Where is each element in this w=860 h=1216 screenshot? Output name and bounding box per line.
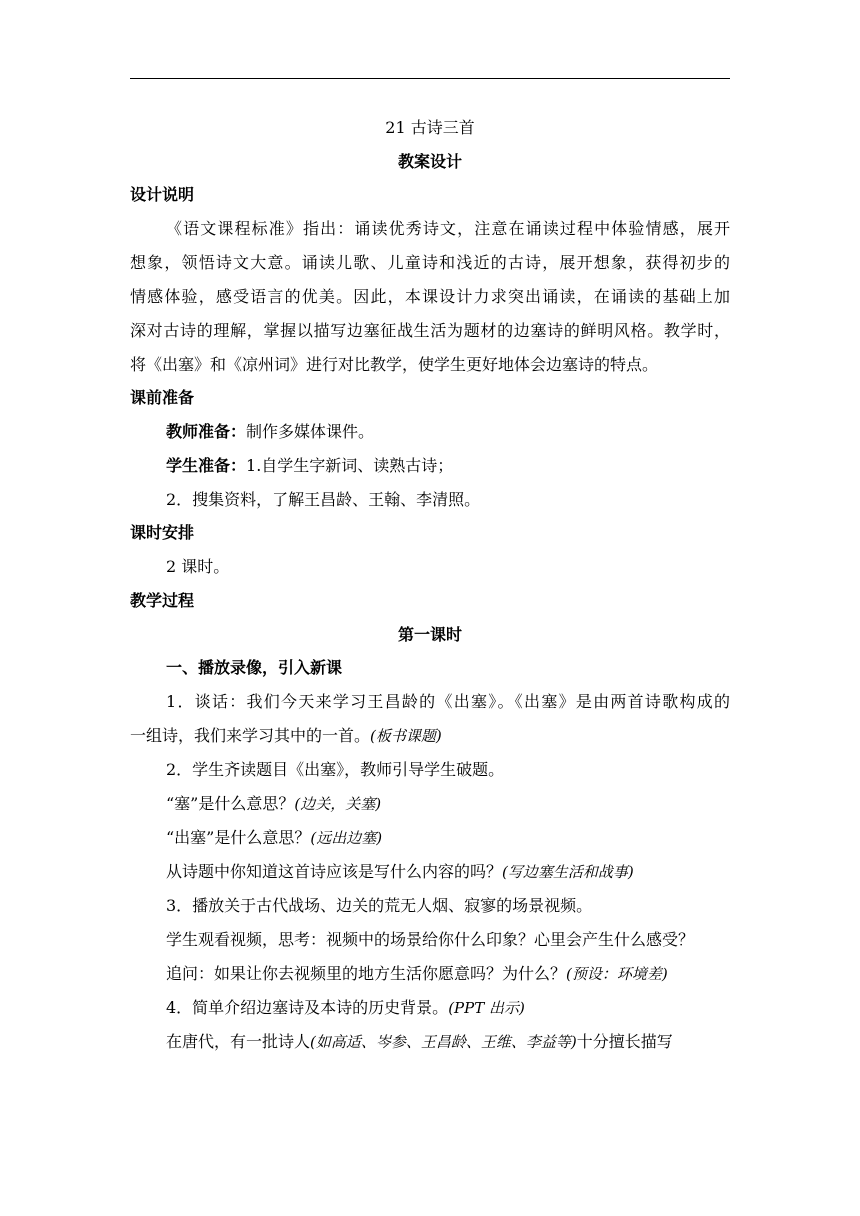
paragraph-line [166, 861, 634, 883]
line-text: 十分擅长描写 [576, 1032, 673, 1051]
paragraph-line [166, 827, 382, 849]
student-prep [166, 455, 453, 477]
section-heading-schedule: 课时安排 [130, 523, 195, 542]
paragraph-line [166, 963, 668, 985]
line-text: 从诗题中你知道这首诗应该是写什么内容的吗？ [166, 862, 503, 881]
line-text: 在唐代，有一批诗人 [166, 1032, 311, 1051]
section-heading-prep: 课前准备 [130, 388, 195, 407]
line-note: (写边塞生活和战事) [502, 863, 634, 881]
line-note: (边关，关塞) [294, 795, 382, 813]
part-heading: 一、播放录像，引入新课 [166, 658, 343, 677]
paragraph-line: 深对古诗的理解，掌握以描写边塞征战生活为题材的边塞诗的鲜明风格。教学时， [130, 321, 730, 340]
line-text: 一组诗，我们来学习其中的一首。 [130, 726, 371, 745]
paragraph-line [166, 997, 525, 1019]
student-prep-label: 学生准备： [166, 456, 247, 475]
paragraph-line: 情感体验，感受语言的优美。因此，本课设计力求突出诵读，在诵读的基础上加 [130, 287, 730, 306]
paragraph-line [166, 793, 381, 815]
teacher-prep-label: 教师准备： [166, 422, 247, 441]
line-text: “出塞”是什么意思？ [166, 828, 311, 847]
paragraph-line: 将《出塞》和《凉州词》进行对比教学，使学生更好地体会边塞诗的特点。 [130, 355, 659, 374]
line-text: 4．简单介绍边塞诗及本诗的历史背景。 [166, 998, 449, 1017]
line-note: (板书课题) [370, 727, 442, 745]
paragraph-line: 2．学生齐读题目《出塞》，教师引导学生破题。 [166, 760, 505, 779]
paragraph-line: 学生观看视频，思考：视频中的场景给你什么印象？心里会产生什么感受？ [166, 930, 695, 949]
document-subtitle: 教案设计 [397, 152, 462, 171]
section-heading-process: 教学过程 [130, 591, 195, 610]
paragraph-line [130, 725, 442, 747]
student-prep-text: 1.自学生字新词、读熟古诗； [246, 456, 454, 475]
paragraph-line: 3．播放关于古代战场、边关的荒无人烟、寂寥的场景视频。 [166, 896, 593, 915]
line-note: (如高适、岑参、王昌龄、王维、李益等) [310, 1033, 577, 1051]
line-note: (远出边塞) [310, 829, 383, 847]
header-rule [130, 78, 730, 79]
lesson-title: 21 古诗三首 [385, 118, 475, 137]
line-note: (PPT 出示) [448, 999, 525, 1017]
line-text: “塞”是什么意思？ [166, 794, 295, 813]
teacher-prep [166, 421, 374, 443]
line-note: (预设：环境差) [566, 965, 668, 983]
paragraph-line [166, 1031, 673, 1053]
teacher-prep-text: 制作多媒体课件。 [246, 422, 375, 441]
line-text: 追问：如果让你去视频里的地方生活你愿意吗？为什么？ [166, 964, 567, 983]
paragraph-line: 《语文课程标准》指出：诵读优秀诗文，注意在诵读过程中体验情感，展开 [166, 219, 730, 238]
schedule-text: 2 课时。 [166, 557, 230, 576]
section-heading-design: 设计说明 [130, 185, 195, 204]
paragraph-line: 想象，领悟诗文大意。诵读儿歌、儿童诗和浅近的古诗，展开想象，获得初步的 [130, 253, 730, 272]
paragraph-line: 1．谈话：我们今天来学习王昌龄的《出塞》。《出塞》是由两首诗歌构成的 [166, 692, 730, 711]
student-prep-item-2: 2．搜集资料，了解王昌龄、王翰、李清照。 [166, 490, 481, 509]
period-title: 第一课时 [397, 625, 462, 644]
